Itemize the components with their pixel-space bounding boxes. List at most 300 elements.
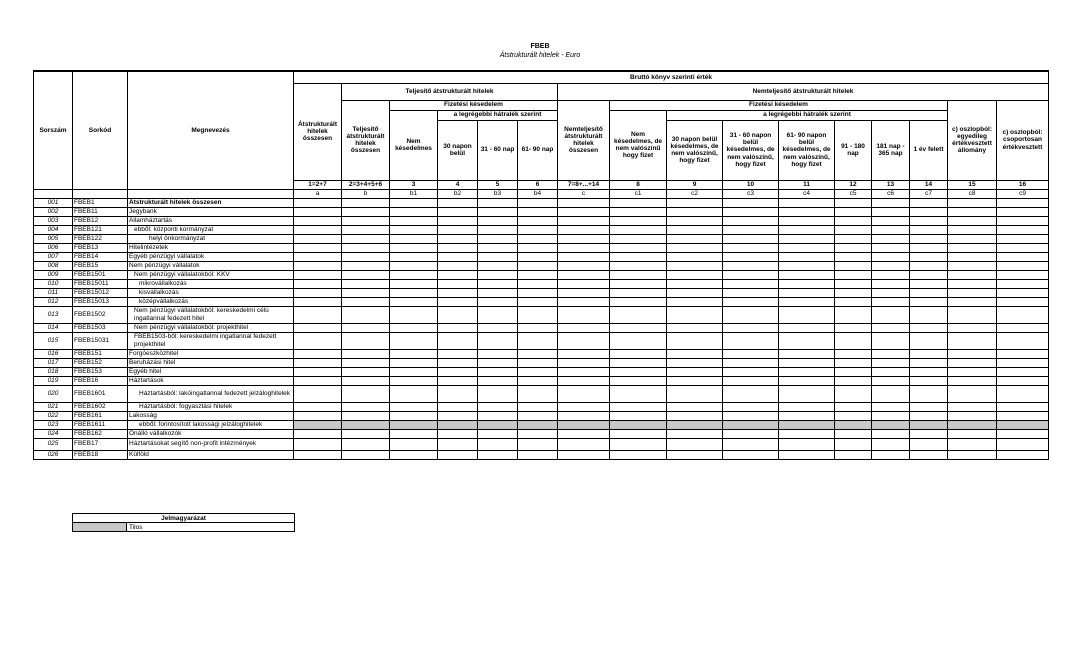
value-cell[interactable] — [779, 270, 835, 279]
value-cell[interactable] — [910, 411, 948, 420]
value-cell[interactable] — [779, 261, 835, 270]
value-cell[interactable] — [910, 376, 948, 385]
value-cell[interactable] — [478, 279, 518, 288]
value-cell[interactable] — [390, 288, 438, 297]
value-cell[interactable] — [723, 323, 779, 332]
value-cell[interactable] — [390, 225, 438, 234]
value-cell[interactable] — [948, 207, 997, 216]
value-cell[interactable] — [518, 225, 558, 234]
value-cell[interactable] — [610, 207, 667, 216]
value-cell[interactable] — [779, 376, 835, 385]
value-cell[interactable] — [610, 225, 667, 234]
value-cell[interactable] — [997, 207, 1049, 216]
value-cell[interactable] — [997, 349, 1049, 358]
value-cell[interactable] — [948, 225, 997, 234]
value-cell[interactable] — [610, 323, 667, 332]
value-cell[interactable] — [997, 438, 1049, 450]
value-cell[interactable] — [390, 358, 438, 367]
value-cell[interactable] — [723, 243, 779, 252]
value-cell[interactable] — [872, 349, 910, 358]
value-cell[interactable] — [438, 198, 478, 207]
value-cell[interactable] — [558, 252, 610, 261]
value-cell[interactable] — [779, 306, 835, 323]
value-cell[interactable] — [835, 438, 872, 450]
value-cell[interactable] — [438, 367, 478, 376]
value-cell[interactable] — [558, 450, 610, 459]
value-cell[interactable] — [997, 411, 1049, 420]
value-cell[interactable] — [910, 216, 948, 225]
value-cell[interactable] — [558, 438, 610, 450]
value-cell[interactable] — [997, 198, 1049, 207]
value-cell[interactable] — [667, 402, 723, 411]
value-cell[interactable] — [910, 225, 948, 234]
value-cell[interactable] — [948, 332, 997, 349]
value-cell[interactable] — [342, 216, 390, 225]
value-cell[interactable] — [390, 349, 438, 358]
value-cell[interactable] — [610, 367, 667, 376]
value-cell[interactable] — [835, 402, 872, 411]
value-cell[interactable] — [390, 234, 438, 243]
value-cell[interactable] — [518, 450, 558, 459]
value-cell[interactable] — [438, 349, 478, 358]
value-cell[interactable] — [294, 411, 342, 420]
value-cell[interactable] — [558, 243, 610, 252]
value-cell[interactable] — [558, 225, 610, 234]
value-cell[interactable] — [438, 429, 478, 438]
value-cell[interactable] — [910, 261, 948, 270]
value-cell[interactable] — [910, 198, 948, 207]
value-cell[interactable] — [835, 234, 872, 243]
value-cell[interactable] — [438, 323, 478, 332]
value-cell[interactable] — [478, 225, 518, 234]
value-cell[interactable] — [518, 279, 558, 288]
value-cell[interactable] — [872, 207, 910, 216]
value-cell[interactable] — [872, 429, 910, 438]
value-cell[interactable] — [342, 261, 390, 270]
value-cell[interactable] — [723, 402, 779, 411]
value-cell[interactable] — [872, 323, 910, 332]
value-cell[interactable] — [910, 306, 948, 323]
value-cell[interactable] — [779, 207, 835, 216]
value-cell[interactable] — [478, 385, 518, 402]
value-cell[interactable] — [518, 207, 558, 216]
value-cell[interactable] — [835, 450, 872, 459]
value-cell[interactable] — [478, 376, 518, 385]
value-cell[interactable] — [997, 279, 1049, 288]
value-cell[interactable] — [779, 198, 835, 207]
value-cell[interactable] — [518, 234, 558, 243]
value-cell[interactable] — [779, 402, 835, 411]
value-cell[interactable] — [910, 207, 948, 216]
value-cell[interactable] — [438, 438, 478, 450]
value-cell[interactable] — [294, 358, 342, 367]
value-cell[interactable] — [872, 376, 910, 385]
value-cell[interactable] — [667, 411, 723, 420]
value-cell[interactable] — [610, 429, 667, 438]
value-cell[interactable] — [872, 252, 910, 261]
value-cell[interactable] — [438, 216, 478, 225]
value-cell[interactable] — [610, 349, 667, 358]
value-cell[interactable] — [390, 429, 438, 438]
value-cell[interactable] — [667, 385, 723, 402]
value-cell[interactable] — [294, 252, 342, 261]
value-cell[interactable] — [667, 279, 723, 288]
value-cell[interactable] — [997, 270, 1049, 279]
value-cell[interactable] — [294, 376, 342, 385]
value-cell[interactable] — [558, 297, 610, 306]
value-cell[interactable] — [438, 234, 478, 243]
value-cell[interactable] — [872, 234, 910, 243]
value-cell[interactable] — [948, 323, 997, 332]
value-cell[interactable] — [910, 279, 948, 288]
value-cell[interactable] — [342, 367, 390, 376]
value-cell[interactable] — [438, 279, 478, 288]
value-cell[interactable] — [610, 234, 667, 243]
value-cell[interactable] — [438, 252, 478, 261]
value-cell[interactable] — [910, 385, 948, 402]
value-cell[interactable] — [667, 225, 723, 234]
value-cell[interactable] — [558, 332, 610, 349]
value-cell[interactable] — [667, 349, 723, 358]
value-cell[interactable] — [478, 261, 518, 270]
value-cell[interactable] — [779, 288, 835, 297]
value-cell[interactable] — [667, 376, 723, 385]
value-cell[interactable] — [948, 252, 997, 261]
value-cell[interactable] — [390, 207, 438, 216]
value-cell[interactable] — [294, 207, 342, 216]
value-cell[interactable] — [872, 288, 910, 297]
value-cell[interactable] — [872, 297, 910, 306]
value-cell[interactable] — [610, 450, 667, 459]
value-cell[interactable] — [390, 450, 438, 459]
value-cell[interactable] — [342, 297, 390, 306]
value-cell[interactable] — [478, 450, 518, 459]
value-cell[interactable] — [438, 306, 478, 323]
value-cell[interactable] — [518, 385, 558, 402]
value-cell[interactable] — [294, 279, 342, 288]
value-cell[interactable] — [518, 429, 558, 438]
value-cell[interactable] — [438, 207, 478, 216]
value-cell[interactable] — [948, 270, 997, 279]
value-cell[interactable] — [294, 323, 342, 332]
value-cell[interactable] — [390, 332, 438, 349]
value-cell[interactable] — [342, 207, 390, 216]
value-cell[interactable] — [872, 385, 910, 402]
value-cell[interactable] — [558, 367, 610, 376]
value-cell[interactable] — [390, 385, 438, 402]
value-cell[interactable] — [910, 349, 948, 358]
value-cell[interactable] — [610, 376, 667, 385]
value-cell[interactable] — [667, 288, 723, 297]
value-cell[interactable] — [723, 252, 779, 261]
value-cell[interactable] — [558, 207, 610, 216]
value-cell[interactable] — [835, 323, 872, 332]
value-cell[interactable] — [610, 288, 667, 297]
value-cell[interactable] — [294, 402, 342, 411]
value-cell[interactable] — [667, 306, 723, 323]
value-cell[interactable] — [390, 411, 438, 420]
value-cell[interactable] — [779, 323, 835, 332]
value-cell[interactable] — [478, 349, 518, 358]
value-cell[interactable] — [342, 332, 390, 349]
value-cell[interactable] — [390, 279, 438, 288]
value-cell[interactable] — [997, 450, 1049, 459]
value-cell[interactable] — [723, 367, 779, 376]
value-cell[interactable] — [294, 198, 342, 207]
value-cell[interactable] — [835, 225, 872, 234]
value-cell[interactable] — [438, 402, 478, 411]
value-cell[interactable] — [342, 411, 390, 420]
value-cell[interactable] — [438, 243, 478, 252]
value-cell[interactable] — [723, 270, 779, 279]
value-cell[interactable] — [779, 279, 835, 288]
value-cell[interactable] — [558, 323, 610, 332]
value-cell[interactable] — [610, 279, 667, 288]
value-cell[interactable] — [872, 450, 910, 459]
value-cell[interactable] — [342, 225, 390, 234]
value-cell[interactable] — [558, 306, 610, 323]
value-cell[interactable] — [438, 288, 478, 297]
value-cell[interactable] — [723, 279, 779, 288]
value-cell[interactable] — [997, 297, 1049, 306]
value-cell[interactable] — [610, 332, 667, 349]
value-cell[interactable] — [872, 438, 910, 450]
value-cell[interactable] — [723, 297, 779, 306]
value-cell[interactable] — [390, 297, 438, 306]
value-cell[interactable] — [948, 216, 997, 225]
value-cell[interactable] — [342, 252, 390, 261]
value-cell[interactable] — [294, 438, 342, 450]
value-cell[interactable] — [294, 450, 342, 459]
value-cell[interactable] — [438, 225, 478, 234]
value-cell[interactable] — [835, 349, 872, 358]
value-cell[interactable] — [610, 358, 667, 367]
value-cell[interactable] — [997, 358, 1049, 367]
value-cell[interactable] — [835, 216, 872, 225]
value-cell[interactable] — [835, 358, 872, 367]
value-cell[interactable] — [342, 270, 390, 279]
value-cell[interactable] — [342, 349, 390, 358]
value-cell[interactable] — [438, 385, 478, 402]
value-cell[interactable] — [948, 450, 997, 459]
value-cell[interactable] — [294, 332, 342, 349]
value-cell[interactable] — [872, 367, 910, 376]
value-cell[interactable] — [558, 261, 610, 270]
value-cell[interactable] — [610, 411, 667, 420]
value-cell[interactable] — [667, 270, 723, 279]
value-cell[interactable] — [558, 358, 610, 367]
value-cell[interactable] — [610, 198, 667, 207]
value-cell[interactable] — [342, 198, 390, 207]
value-cell[interactable] — [997, 252, 1049, 261]
value-cell[interactable] — [518, 243, 558, 252]
value-cell[interactable] — [610, 216, 667, 225]
value-cell[interactable] — [294, 367, 342, 376]
value-cell[interactable] — [779, 297, 835, 306]
value-cell[interactable] — [779, 216, 835, 225]
value-cell[interactable] — [779, 252, 835, 261]
value-cell[interactable] — [518, 323, 558, 332]
value-cell[interactable] — [835, 297, 872, 306]
value-cell[interactable] — [667, 323, 723, 332]
value-cell[interactable] — [342, 429, 390, 438]
value-cell[interactable] — [438, 358, 478, 367]
value-cell[interactable] — [294, 270, 342, 279]
value-cell[interactable] — [779, 358, 835, 367]
value-cell[interactable] — [948, 234, 997, 243]
value-cell[interactable] — [558, 198, 610, 207]
value-cell[interactable] — [723, 349, 779, 358]
value-cell[interactable] — [835, 411, 872, 420]
value-cell[interactable] — [294, 349, 342, 358]
value-cell[interactable] — [558, 402, 610, 411]
value-cell[interactable] — [667, 367, 723, 376]
value-cell[interactable] — [610, 385, 667, 402]
value-cell[interactable] — [518, 288, 558, 297]
value-cell[interactable] — [948, 349, 997, 358]
value-cell[interactable] — [558, 411, 610, 420]
value-cell[interactable] — [723, 198, 779, 207]
value-cell[interactable] — [518, 198, 558, 207]
value-cell[interactable] — [610, 270, 667, 279]
value-cell[interactable] — [723, 429, 779, 438]
value-cell[interactable] — [723, 225, 779, 234]
value-cell[interactable] — [438, 332, 478, 349]
value-cell[interactable] — [438, 270, 478, 279]
value-cell[interactable] — [478, 198, 518, 207]
value-cell[interactable] — [779, 367, 835, 376]
value-cell[interactable] — [723, 288, 779, 297]
value-cell[interactable] — [997, 385, 1049, 402]
value-cell[interactable] — [478, 367, 518, 376]
value-cell[interactable] — [518, 261, 558, 270]
value-cell[interactable] — [667, 243, 723, 252]
value-cell[interactable] — [438, 376, 478, 385]
value-cell[interactable] — [390, 438, 438, 450]
value-cell[interactable] — [910, 367, 948, 376]
value-cell[interactable] — [997, 234, 1049, 243]
value-cell[interactable] — [779, 349, 835, 358]
value-cell[interactable] — [910, 234, 948, 243]
value-cell[interactable] — [948, 243, 997, 252]
value-cell[interactable] — [294, 306, 342, 323]
value-cell[interactable] — [518, 349, 558, 358]
value-cell[interactable] — [723, 450, 779, 459]
value-cell[interactable] — [518, 270, 558, 279]
value-cell[interactable] — [610, 306, 667, 323]
value-cell[interactable] — [667, 450, 723, 459]
value-cell[interactable] — [835, 207, 872, 216]
value-cell[interactable] — [478, 216, 518, 225]
value-cell[interactable] — [610, 243, 667, 252]
value-cell[interactable] — [438, 297, 478, 306]
value-cell[interactable] — [558, 376, 610, 385]
value-cell[interactable] — [910, 438, 948, 450]
value-cell[interactable] — [518, 306, 558, 323]
value-cell[interactable] — [779, 332, 835, 349]
value-cell[interactable] — [872, 261, 910, 270]
value-cell[interactable] — [390, 243, 438, 252]
value-cell[interactable] — [667, 207, 723, 216]
value-cell[interactable] — [342, 376, 390, 385]
value-cell[interactable] — [779, 450, 835, 459]
value-cell[interactable] — [872, 243, 910, 252]
value-cell[interactable] — [667, 297, 723, 306]
value-cell[interactable] — [910, 332, 948, 349]
value-cell[interactable] — [948, 358, 997, 367]
value-cell[interactable] — [294, 261, 342, 270]
value-cell[interactable] — [872, 225, 910, 234]
value-cell[interactable] — [667, 198, 723, 207]
value-cell[interactable] — [390, 402, 438, 411]
value-cell[interactable] — [910, 358, 948, 367]
value-cell[interactable] — [948, 279, 997, 288]
value-cell[interactable] — [518, 367, 558, 376]
value-cell[interactable] — [478, 306, 518, 323]
value-cell[interactable] — [478, 243, 518, 252]
value-cell[interactable] — [478, 297, 518, 306]
value-cell[interactable] — [558, 270, 610, 279]
value-cell[interactable] — [294, 429, 342, 438]
value-cell[interactable] — [910, 323, 948, 332]
value-cell[interactable] — [342, 323, 390, 332]
value-cell[interactable] — [390, 261, 438, 270]
value-cell[interactable] — [779, 429, 835, 438]
value-cell[interactable] — [294, 234, 342, 243]
value-cell[interactable] — [835, 376, 872, 385]
value-cell[interactable] — [948, 402, 997, 411]
value-cell[interactable] — [342, 438, 390, 450]
value-cell[interactable] — [294, 385, 342, 402]
value-cell[interactable] — [610, 438, 667, 450]
value-cell[interactable] — [558, 216, 610, 225]
value-cell[interactable] — [779, 234, 835, 243]
value-cell[interactable] — [948, 438, 997, 450]
value-cell[interactable] — [997, 261, 1049, 270]
value-cell[interactable] — [835, 385, 872, 402]
value-cell[interactable] — [723, 207, 779, 216]
value-cell[interactable] — [558, 349, 610, 358]
value-cell[interactable] — [667, 332, 723, 349]
value-cell[interactable] — [948, 385, 997, 402]
value-cell[interactable] — [948, 198, 997, 207]
value-cell[interactable] — [835, 198, 872, 207]
value-cell[interactable] — [342, 243, 390, 252]
value-cell[interactable] — [518, 252, 558, 261]
value-cell[interactable] — [997, 376, 1049, 385]
value-cell[interactable] — [390, 216, 438, 225]
value-cell[interactable] — [610, 252, 667, 261]
value-cell[interactable] — [518, 402, 558, 411]
value-cell[interactable] — [478, 438, 518, 450]
value-cell[interactable] — [835, 261, 872, 270]
value-cell[interactable] — [835, 270, 872, 279]
value-cell[interactable] — [723, 376, 779, 385]
value-cell[interactable] — [558, 279, 610, 288]
value-cell[interactable] — [872, 270, 910, 279]
value-cell[interactable] — [390, 323, 438, 332]
value-cell[interactable] — [835, 332, 872, 349]
value-cell[interactable] — [342, 358, 390, 367]
value-cell[interactable] — [872, 279, 910, 288]
value-cell[interactable] — [390, 270, 438, 279]
value-cell[interactable] — [438, 411, 478, 420]
value-cell[interactable] — [723, 411, 779, 420]
value-cell[interactable] — [294, 243, 342, 252]
value-cell[interactable] — [610, 402, 667, 411]
value-cell[interactable] — [948, 367, 997, 376]
value-cell[interactable] — [872, 198, 910, 207]
